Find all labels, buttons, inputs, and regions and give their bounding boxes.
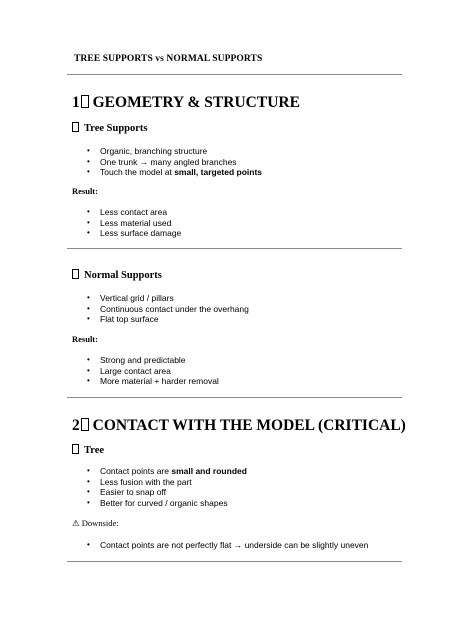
tree-heading [72,444,104,456]
tree-result-list [87,207,181,239]
missing-glyph-icon [81,418,89,431]
section-2-title: CONTACT WITH THE MODEL (CRITICAL) [92,417,406,434]
divider [67,74,402,75]
tree-heading-text: Tree [84,445,105,456]
missing-glyph-icon [72,444,79,454]
section-2-number: 2 [72,417,80,434]
section-1-title: GEOMETRY & STRUCTURE [92,94,300,111]
list-item: • Less material used [87,218,181,229]
normal-supports-heading-text: Normal Supports [84,270,162,281]
downside-list [87,540,368,551]
list-item: • Less contact area [87,207,181,218]
normal-result-list [87,355,219,387]
list-item-emphasis: small, targeted points [174,167,263,177]
result-label: Result: [72,334,98,344]
downside-label: ⚠ Downside: [72,518,119,528]
list-item: • Contact points are not perfectly flat → underside can be slightly uneven [87,540,368,551]
normal-supports-heading [72,269,162,281]
divider [67,248,402,249]
section-1-heading [72,94,300,112]
tree-supports-heading-text: Tree Supports [84,123,148,134]
list-item: • Flat top surface [87,314,249,325]
tree-supports-list [87,146,262,178]
divider [67,397,402,398]
list-item: • Vertical grid / pillars [87,293,249,304]
normal-supports-list [87,293,249,325]
list-item: • Easier to snap off [87,487,247,498]
result-label: Result: [72,186,98,196]
document-title: TREE SUPPORTS vs NORMAL SUPPORTS [74,54,263,64]
tree-supports-heading [72,122,148,134]
missing-glyph-icon [81,95,89,108]
list-item: • Better for curved / organic shapes [87,498,247,509]
list-item [87,167,262,178]
list-item: • Strong and predictable [87,355,219,366]
tree-contact-list [87,466,247,508]
missing-glyph-icon [72,122,79,132]
list-item: • Large contact area [87,366,219,377]
divider [67,561,402,562]
section-2-heading [72,417,406,435]
list-item: • Organic, branching structure [87,146,262,157]
list-item-text: Touch the model at [100,167,175,177]
list-item: • Less fusion with the part [87,477,247,488]
list-item: • Continuous contact under the overhang [87,304,249,315]
list-item [87,466,247,477]
section-1-number: 1 [72,94,80,111]
list-item-text: Contact points are [100,466,172,476]
list-item: • More material + harder removal [87,376,219,387]
missing-glyph-icon [72,269,79,279]
list-item: • Less surface damage [87,228,181,239]
list-item: • One trunk → many angled branches [87,157,262,168]
list-item-emphasis: small and rounded [171,466,247,476]
